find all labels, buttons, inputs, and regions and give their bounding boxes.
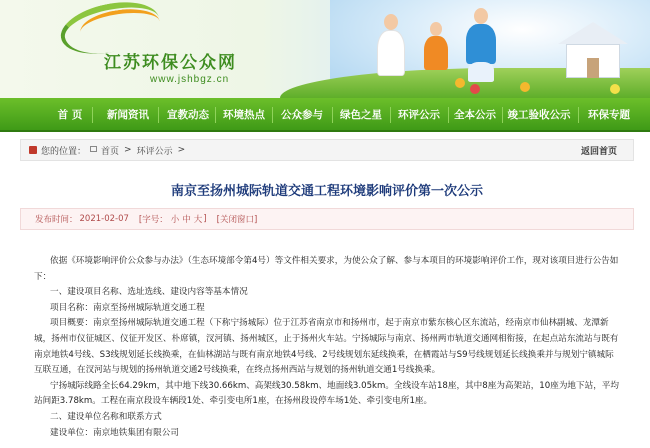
section-heading: 二、建设单位名称和联系方式	[50, 411, 162, 422]
house-illustration	[558, 22, 628, 80]
close-window-link[interactable]: [关闭窗口]	[216, 215, 258, 225]
nav-item-eia-notice[interactable]: 环评公示	[398, 108, 440, 121]
article-meta	[20, 208, 634, 230]
project-name: 项目名称：南京至扬州城际轨道交通工程	[50, 302, 205, 313]
flower-icon	[470, 84, 480, 94]
builder-info: 建设单位：南京地铁集团有限公司	[50, 427, 179, 438]
site-logo-url: www.jshbgz.cn	[150, 74, 230, 85]
flower-icon	[610, 84, 620, 94]
flower-icon	[520, 82, 530, 92]
site-banner	[0, 0, 650, 98]
font-size-medium-link[interactable]: 中	[182, 215, 191, 225]
nav-item-full-notice[interactable]: 全本公示	[454, 108, 496, 121]
nav-item-education[interactable]: 宣教动态	[167, 108, 209, 121]
home-icon	[90, 146, 97, 152]
section-heading: 一、建设项目名称、选址选线、建设内容等基本情况	[50, 287, 248, 298]
nav-item-news[interactable]: 新闻资讯	[107, 108, 149, 121]
breadcrumb-separator: >	[177, 145, 186, 155]
publish-date-label: 发布时间：	[35, 215, 78, 225]
font-size-small-link[interactable]: 小	[170, 215, 180, 225]
nav-item-public-participation[interactable]: 公众参与	[281, 108, 323, 121]
flower-icon	[455, 78, 465, 88]
paragraph: 依据《环境影响评价公众参与办法》（生态环境部令第4号）等文件相关要求，为使公众了解、参与本项目的环境影响评价工作，现对该项目进行公告如下：	[34, 256, 619, 282]
main-nav	[0, 98, 650, 132]
font-size-large-link[interactable]: 大	[193, 215, 203, 225]
nav-item-green-star[interactable]: 绿色之星	[340, 108, 382, 121]
nav-item-topics[interactable]: 环保专题	[588, 108, 630, 121]
breadcrumb	[20, 139, 634, 161]
location-pin-icon	[29, 146, 37, 154]
article-title: 南京至扬州城际轨道交通工程环境影响评价第一次公示	[170, 184, 483, 199]
back-home-button[interactable]: 返回首页	[580, 146, 617, 157]
nav-item-hotspots[interactable]: 环境热点	[223, 108, 265, 121]
font-size-label: [字号：	[138, 215, 168, 225]
nav-item-home[interactable]: 首 页	[57, 108, 83, 121]
project-summary: 项目概要：南京至扬州城际轨道交通工程（下称宁扬城际）位于江苏省南京市和扬州市，起于南京市紫东核心区东流站，经南京市仙林副城、龙潭新城，扬州市仪征城区、仪征开发区、朴席镇，汊河镇、扬州城区，止于扬州火车站。宁扬城际与南京、扬州两市轨道交通网相衔接，在起点站东流站与既有南京地铁4号线、S3线规划延长线换乘，在仙林湖站与既有南京地铁4号线、2号线规划东延线换乘，在栖霞站与S9号线规划延长线换乘并与规划宁镇城际互联互通，在汊河站与规划的扬州轨道交通2号线换乘，在终点扬州西站与规划的扬州轨道交通1号线换乘。	[34, 318, 619, 376]
font-size-bracket: ]	[203, 214, 207, 224]
breadcrumb-home-link[interactable]: 首页	[101, 146, 120, 157]
breadcrumb-separator: >	[124, 145, 132, 155]
site-logo-title[interactable]: 江苏环保公众网	[104, 53, 237, 73]
project-details: 宁扬城际线路全长64.29km，其中地下线30.66km、高架线30.58km、地面线3.05km。全线设车站18座，其中8座为高架站，10座为地下站，平均站间距3.78km。工程在南京段设车辆段1处、牵引变电所1座，在扬州段设停车场1处、牵引变电所1座。	[34, 380, 619, 407]
article-body	[34, 254, 620, 441]
breadcrumb-current[interactable]: 环评公示	[136, 146, 173, 157]
publish-date: 2021-02-07	[79, 214, 129, 224]
nav-item-completion-acceptance[interactable]: 竣工验收公示	[507, 108, 571, 121]
breadcrumb-prefix: 您的位置：	[41, 146, 87, 157]
